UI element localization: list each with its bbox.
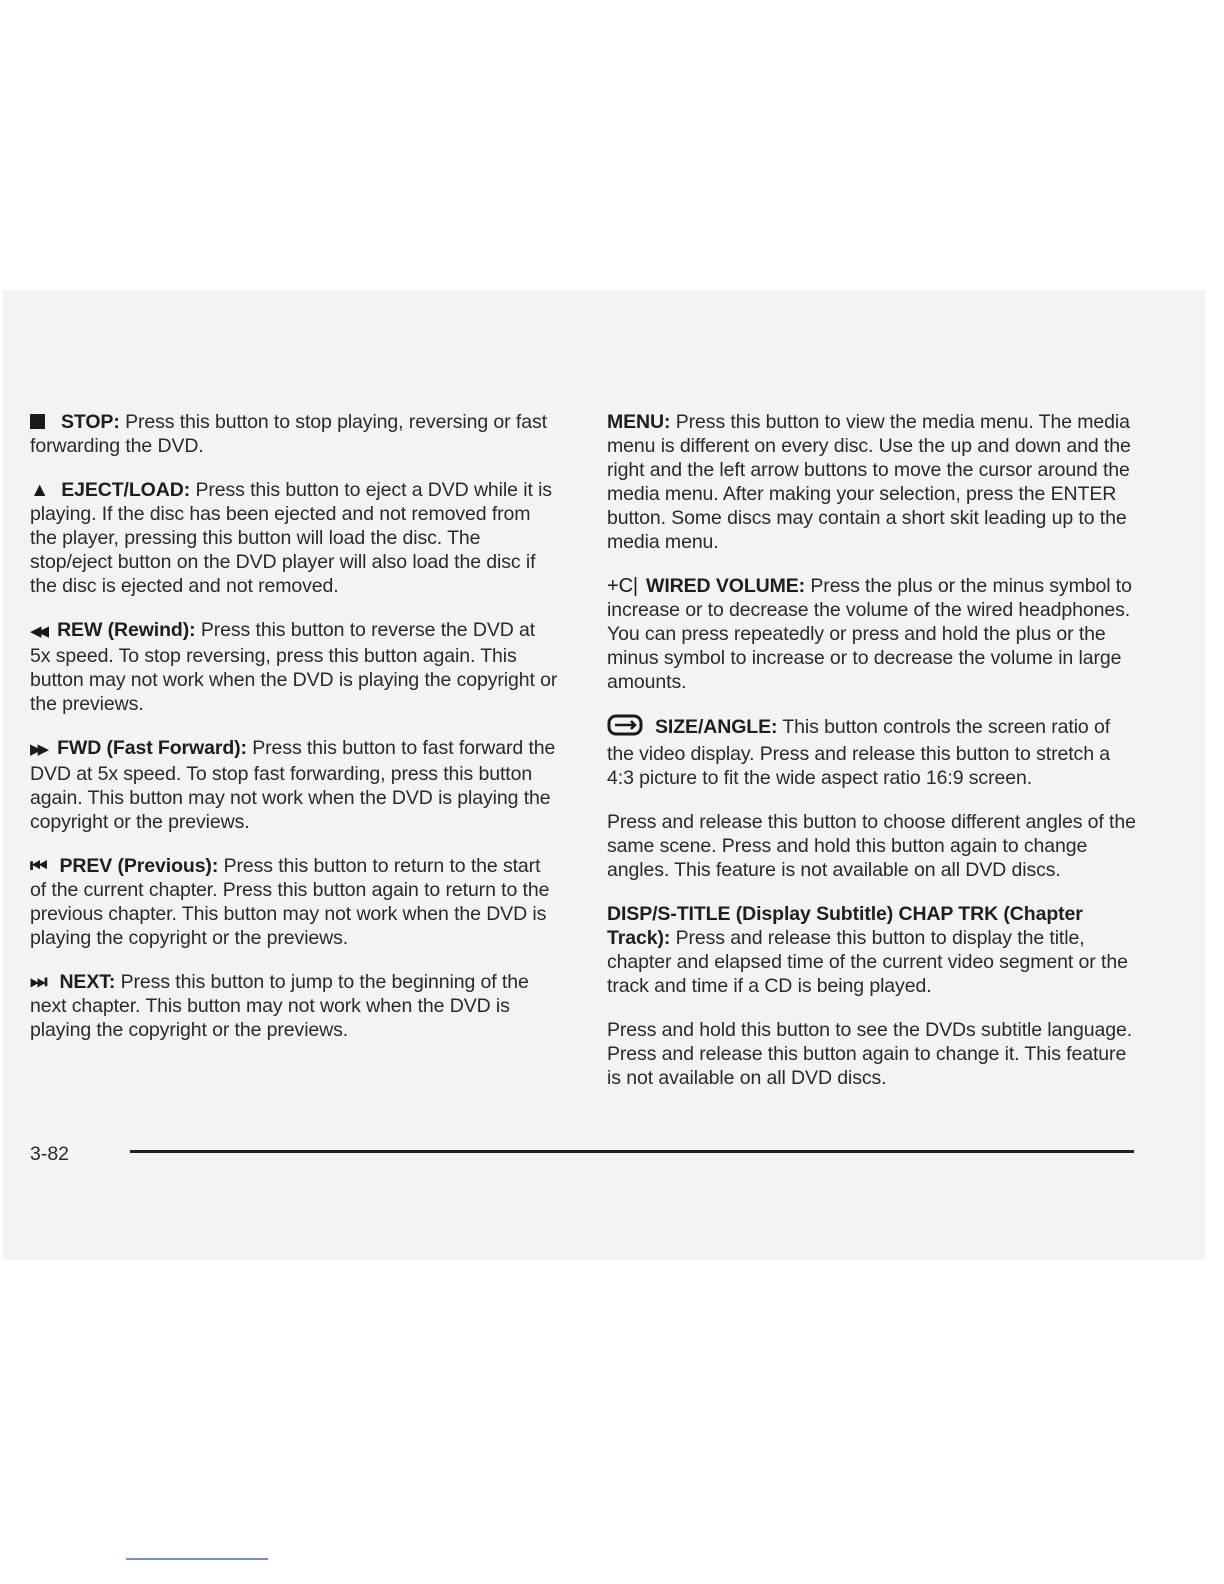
entry-term: STOP: xyxy=(61,411,120,433)
entry-text: Press this button to stop playing, reversing or fast forwarding the DVD. xyxy=(30,411,547,457)
entry-term: EJECT/LOAD: xyxy=(61,479,191,501)
entry-text: Press the plus or the minus symbol to increase or to decrease the volume of the wired headphones. You can press repeatedly or press and hold the plus or the minus symbol to increase or to decrease the volume in large amounts. xyxy=(607,575,1132,693)
entry-text: Press this button to return to the start of the current chapter. Press this button again to return to the previous chapter. This button may not work when the DVD is playing the copyright or the previews. xyxy=(30,855,550,949)
entry-term: NEXT: xyxy=(59,971,116,993)
entry-term: REW (Rewind): xyxy=(57,619,196,641)
size-angle-icon xyxy=(607,714,645,742)
right-column xyxy=(607,410,1142,1110)
volume-icon: +C| xyxy=(607,575,639,597)
eject-entry xyxy=(30,478,560,598)
entry-text: Press this button to fast forward the DVD at 5x speed. To stop fast forwarding, press this button again. This button may not work when the DVD is playing the copyright or the previews. xyxy=(30,737,556,833)
entry-text: This button controls the screen ratio of the video display. Press and release this button to stretch a 4:3 picture to fit the wide aspect ratio 16:9 screen. xyxy=(607,716,1111,789)
display-subtitle-entry xyxy=(607,902,1142,998)
entry-text: Press this button to jump to the beginning of the next chapter. This button may not work when the DVD is playing the copyright or the previews. xyxy=(30,971,529,1041)
rewind-icon: ◀◀ xyxy=(30,623,46,640)
rewind-entry xyxy=(30,618,560,716)
wired-volume-entry xyxy=(607,574,1142,694)
entry-text: Press this button to view the media menu. The media menu is different on every disc. Use the up and down and the right and the left arrow buttons to move the cursor around the media menu. After making your selection, press the ENTER button. Some discs may contain a short skit leading up to the media menu. xyxy=(607,411,1131,553)
fast-forward-entry xyxy=(30,736,560,834)
entry-text: Press this button to eject a DVD while it is playing. If the disc has been ejected and not removed from the player, pressing this button will load the disc. The stop/eject button on the DVD player will also load the disc if the disc is ejected and not removed. xyxy=(30,479,552,597)
page-number: 3-82 xyxy=(30,1143,70,1165)
entry-term: DISP/S-TITLE (Display Subtitle) CHAP TRK (Chapter Track): xyxy=(607,903,1083,949)
entry-term: WIRED VOLUME: xyxy=(646,575,806,597)
stop-entry xyxy=(30,410,560,458)
next-entry xyxy=(30,970,560,1042)
entry-term: FWD (Fast Forward): xyxy=(57,737,247,759)
footer-rule xyxy=(130,1150,1134,1153)
eject-icon: ▲ xyxy=(30,479,50,501)
left-column xyxy=(30,410,560,1062)
angle-entry xyxy=(607,810,1142,882)
subtitle-language-entry xyxy=(607,1018,1142,1090)
previous-entry xyxy=(30,854,560,950)
entry-term: SIZE/ANGLE: xyxy=(655,716,778,738)
entry-text: Press and release this button to display the title, chapter and elapsed time of the current video segment or the track and time if a CD is being played. xyxy=(607,927,1128,997)
entry-text: Press this button to reverse the DVD at 5x speed. To stop reversing, press this button again. This button may not work when the DVD is playing the copyright or the previews. xyxy=(30,619,558,715)
entry-term: MENU: xyxy=(607,411,671,433)
menu-entry xyxy=(607,410,1142,554)
bottom-link-line xyxy=(126,1558,268,1560)
entry-term: PREV (Previous): xyxy=(59,855,219,877)
stop-icon xyxy=(30,414,45,429)
entry-text: Press and release this button to choose different angles of the same scene. Press and hold this button again to change angles. This feature is not available on all DVD discs. xyxy=(607,811,1136,881)
size-angle-entry xyxy=(607,714,1142,790)
fast-forward-icon: ▶▶ xyxy=(30,741,46,758)
entry-text: Press and hold this button to see the DVDs subtitle language. Press and release this button again to change it. This feature is not available on all DVD discs. xyxy=(607,1019,1133,1089)
next-icon: ⏭ xyxy=(30,971,48,993)
previous-icon: ⏮ xyxy=(30,855,48,877)
